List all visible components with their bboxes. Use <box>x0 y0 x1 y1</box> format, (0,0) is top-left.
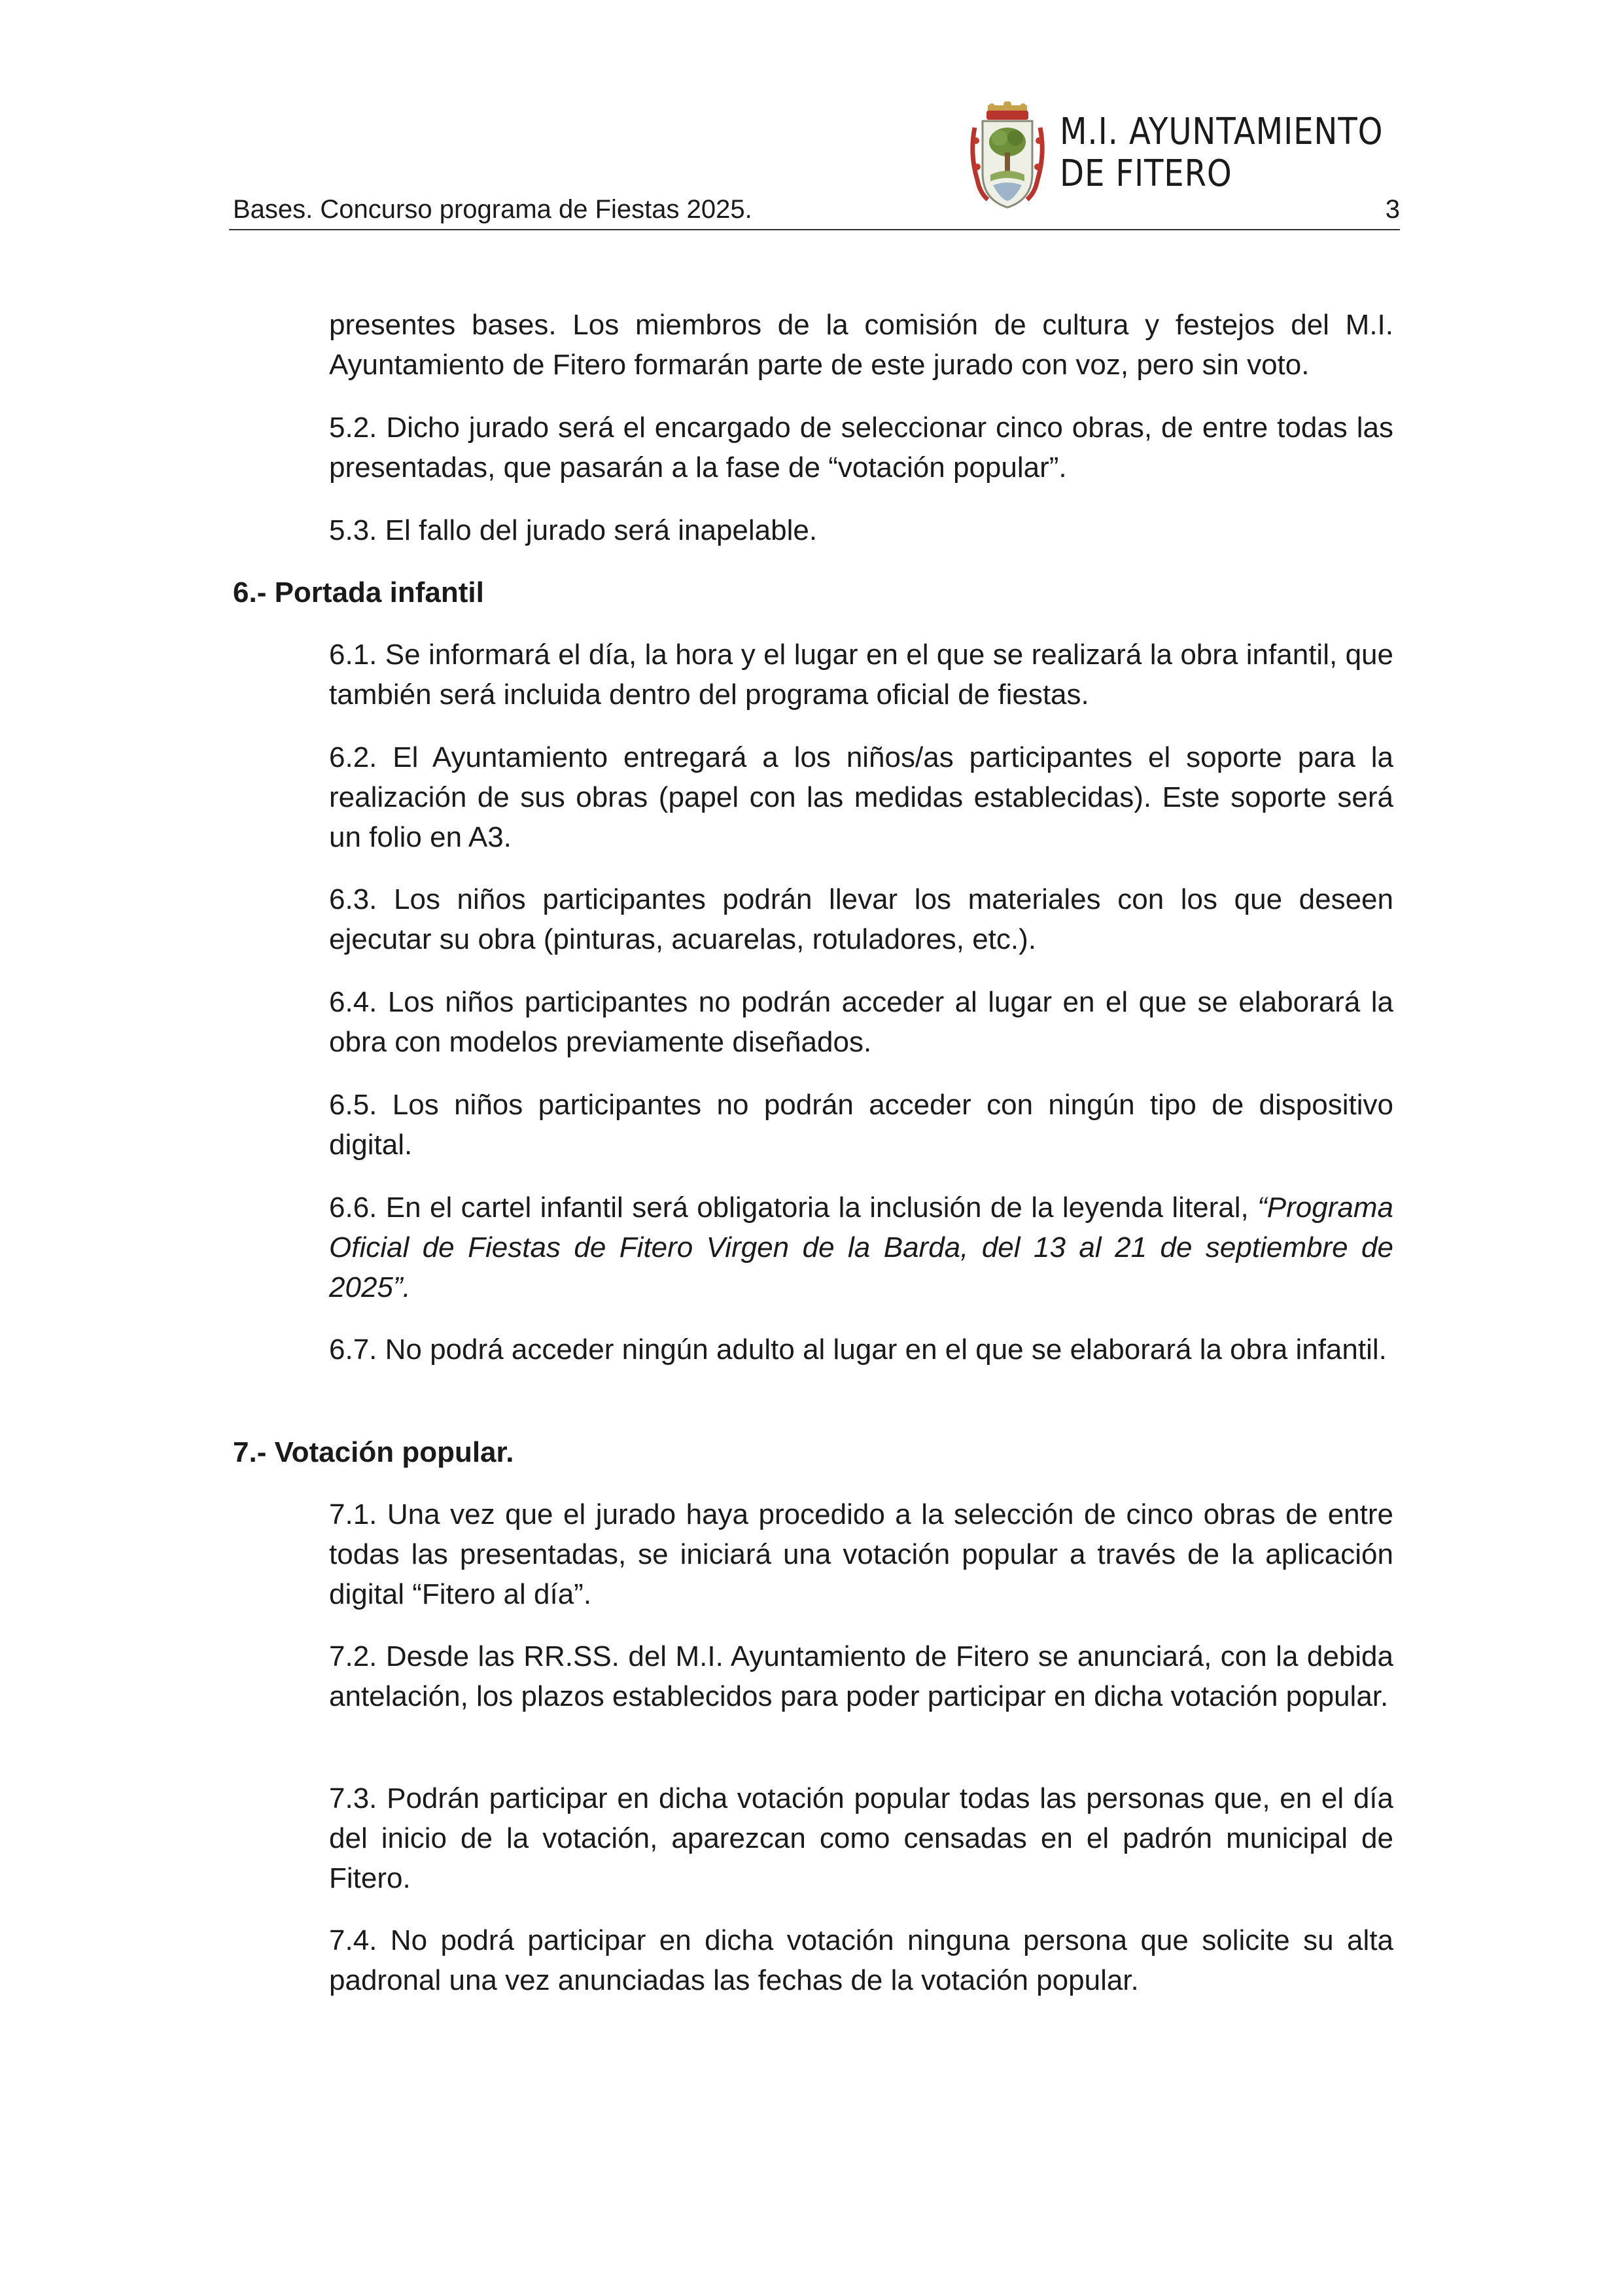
section-heading-6: 6.- Portada infantil <box>233 576 484 609</box>
paragraph-6-5: 6.5. Los niños participantes no podrán acceder con ningún tipo de dispositivo digital. <box>329 1089 1393 1161</box>
paragraph-6-6-quote: “Programa Oficial de Fiestas de Fitero Virgen de la Barda, del 13 al 21 de septiembre de 2025”. <box>329 1192 1393 1303</box>
section-heading-7: 7.- Votación popular. <box>233 1436 514 1468</box>
brand-line-1: M.I. AYUNTAMIENTO <box>1060 111 1384 153</box>
paragraph-7-2: 7.2. Desde las RR.SS. del M.I. Ayuntamiento de Fitero se anunciará, con la debida antelación, los plazos establecidos para poder participar en dicha votación popular. <box>329 1640 1393 1712</box>
paragraph-6-3: 6.3. Los niños participantes podrán llevar los materiales con los que deseen ejecutar su obra (pinturas, acuarelas, rotuladores, etc.). <box>329 883 1393 955</box>
paragraph-6-1: 6.1. Se informará el día, la hora y el lugar en el que se realizará la obra infantil, que también será incluida dentro del programa oficial de fiestas. <box>329 639 1393 711</box>
paragraph-5-3: 5.3. El fallo del jurado será inapelable. <box>329 514 818 546</box>
paragraph-6-6-text: 6.6. En el cartel infantil será obligatoria la inclusión de la leyenda literal, <box>329 1192 1258 1224</box>
header-divider <box>229 229 1400 230</box>
paragraph-7-3: 7.3. Podrán participar en dicha votación popular todas las personas que, en el día del inicio de la votación, aparezcan como censadas en el padrón municipal de Fitero. <box>329 1782 1393 1894</box>
paragraph-7-1: 7.1. Una vez que el jurado haya procedido a la selección de cinco obras de entre todas las presentadas, se iniciará una votación popular a través de la aplicación digital “Fitero al día”. <box>329 1498 1393 1610</box>
page-number: 3 <box>1385 195 1400 224</box>
paragraph-6-7: 6.7. No podrá acceder ningún adulto al lugar en el que se elaborará la obra infantil. <box>329 1333 1387 1366</box>
document-title: Bases. Concurso programa de Fiestas 2025. <box>233 195 752 224</box>
municipality-brand <box>1060 111 1436 195</box>
coat-of-arms-icon <box>968 101 1047 213</box>
paragraph-6-2: 6.2. El Ayuntamiento entregará a los niños/as participantes el soporte para la realización de sus obras (papel con las medidas establecidas). Este soporte será un folio en A3. <box>329 741 1393 853</box>
paragraph-6-4: 6.4. Los niños participantes no podrán acceder al lugar en el que se elaborará la obra con modelos previamente diseñados. <box>329 986 1393 1058</box>
paragraph-intro: presentes bases. Los miembros de la comisión de cultura y festejos del M.I. Ayuntamiento de Fitero formarán parte de este jurado con voz, pero sin voto. <box>329 309 1393 381</box>
paragraph-7-4: 7.4. No podrá participar en dicha votación ninguna persona que solicite su alta padronal una vez anunciadas las fechas de la votación popular. <box>329 1924 1393 1996</box>
brand-line-2: DE FITERO <box>1060 152 1232 195</box>
paragraph-5-2: 5.2. Dicho jurado será el encargado de seleccionar cinco obras, de entre todas las presentadas, que pasarán a la fase de “votación popular”. <box>329 412 1393 484</box>
paragraph-6-6 <box>329 1188 1393 1307</box>
